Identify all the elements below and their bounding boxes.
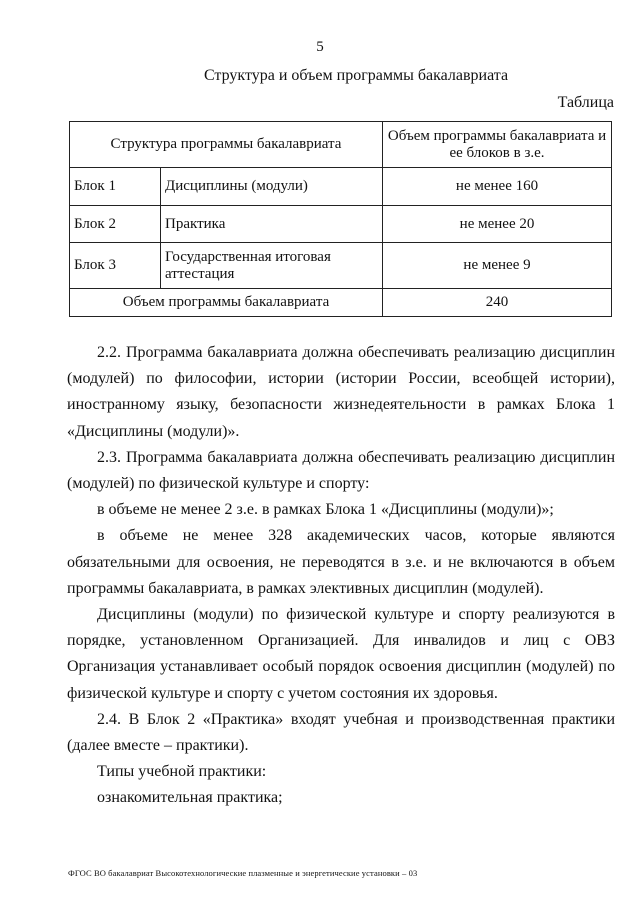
paragraph-credits: в объеме не менее 2 з.е. в рамках Блока 1 «Дисциплины (модули)»; (97, 501, 554, 519)
table-header-row (70, 122, 612, 168)
program-structure-table (69, 121, 612, 317)
table-title: Структура и объем программы бакалавриата (203, 67, 509, 84)
cell-volume: не менее 160 (383, 168, 612, 206)
cell-block: Блок 1 (70, 168, 161, 206)
paragraph-pe-order: Дисциплины (модули) по физической культуре и спорту реализуются в порядке, установленном Организацией. Для инвалидов и лиц с ОВЗ Организация устанавливает особый порядок освоения дисциплин (модулей) по физической культуре и спорту с учетом состояния их здоровья. (67, 606, 615, 702)
table-total-row (70, 289, 612, 317)
paragraph-intro-practice: ознакомительная практика; (97, 789, 283, 807)
cell-block: Блок 3 (70, 243, 161, 289)
paragraph-2-2: 2.2. Программа бакалавриата должна обеспечивать реализацию дисциплин (модулей) по философии, истории (истории России, всеобщей истории), иностранному языку, безопасности жизнедеятельности в рамках Блока 1 «Дисциплины (модули)». (67, 344, 615, 440)
paragraph-2-4: 2.4. В Блок 2 «Практика» входят учебная и производственная практики (далее вместе – практики). (67, 710, 615, 755)
cell-name: Практика (161, 206, 383, 243)
total-label: Объем программы бакалавриата (70, 289, 383, 317)
paragraph-hours: в объеме не менее 328 академических часов, которые являются обязательными для освоения, не переводятся в з.е. и не включаются в объем программы бакалавриата, в рамках элективных дисциплин (модулей). (67, 527, 615, 597)
table-caption: Таблица (557, 94, 614, 111)
table-row (70, 168, 612, 206)
cell-name: Государственная итоговая аттестация (161, 243, 383, 289)
page-footer: ФГОС ВО бакалавриат Высокотехнологические плазменные и энергетические установки – 03 (68, 868, 418, 878)
cell-name: Дисциплины (модули) (161, 168, 383, 206)
total-value: 240 (383, 289, 612, 317)
paragraph-practice-types: Типы учебной практики: (97, 763, 267, 781)
body-text (67, 340, 615, 812)
header-volume: Объем программы бакалавриата и ее блоков в з.е. (383, 122, 612, 168)
header-structure: Структура программы бакалавриата (70, 122, 383, 168)
page-number: 5 (316, 39, 324, 55)
cell-block: Блок 2 (70, 206, 161, 243)
table-row (70, 206, 612, 243)
table-row (70, 243, 612, 289)
cell-volume: не менее 9 (383, 243, 612, 289)
cell-volume: не менее 20 (383, 206, 612, 243)
paragraph-2-3: 2.3. Программа бакалавриата должна обеспечивать реализацию дисциплин (модулей) по физической культуре и спорту: (67, 448, 615, 493)
